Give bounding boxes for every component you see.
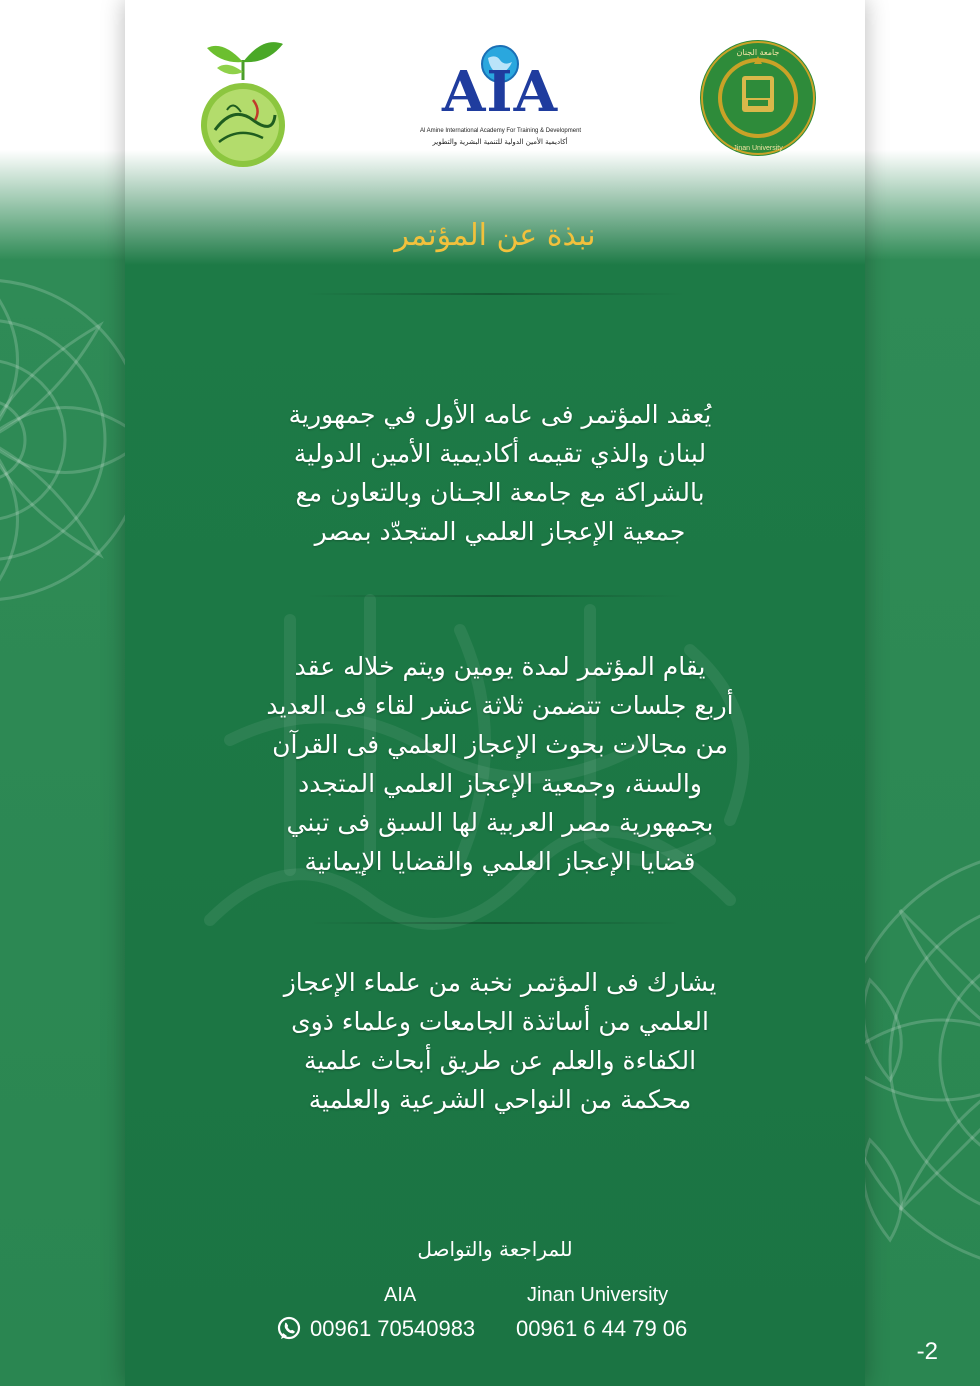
jinan-phone-number[interactable]: 00961 6 44 79 06 — [516, 1316, 688, 1341]
heading-divider — [305, 293, 685, 295]
aia-logo-subtitle-en: Al Amine International Academy For Training & Development — [420, 128, 582, 134]
aia-logo-subtitle-ar: أكاديمية الأمين الدولية للتنمية البشرية والتطوير — [432, 138, 568, 146]
paragraph-line: لبنان والذي تقيمه أكاديمية الأمين الدولية — [293, 439, 707, 468]
jinan-university-logo — [698, 38, 818, 158]
paragraph-line: بالشراكة مع جامعة الجـنان وبالتعاون مع — [295, 478, 705, 507]
aia-phone-number[interactable]: 00961 70540983 — [310, 1316, 476, 1341]
paragraph-line: بجمهورية مصر العربية لها السبق فى تبني — [286, 808, 714, 837]
section-divider-1 — [305, 595, 685, 597]
paragraph-line: العلمي من أساتذة الجامعات وعلماء ذوى — [291, 1007, 709, 1036]
paragraph-line: جمعية الإعجاز العلمي المتجدّد بمصر — [314, 517, 686, 546]
jinan-logo-arabic-text: جامعة الجنان — [736, 48, 780, 57]
paragraph-conference-intro — [210, 395, 790, 551]
right-background — [855, 0, 980, 1386]
paragraph-line: من مجالات بحوث الإعجاز العلمي فى القرآن — [272, 730, 728, 759]
paragraph-line: قضايا الإعجاز العلمي والقضايا الإيمانية — [304, 847, 696, 876]
page-number: -2 — [916, 1338, 938, 1365]
paragraph-line: محكمة من النواحي الشرعية والعلمية — [308, 1085, 692, 1114]
aia-logo-title: AIA — [441, 59, 559, 125]
paragraph-conference-schedule — [210, 647, 790, 881]
aia-contact-label: AIA — [384, 1284, 417, 1306]
section-divider-2 — [305, 922, 685, 924]
page-heading: نبذة عن المؤتمر — [394, 218, 596, 253]
paragraph-conference-participants — [210, 963, 790, 1119]
paragraph-line: أربع جلسات تتضمن ثلاثة عشر لقاء فى العديد — [266, 691, 734, 720]
paragraph-line: الكفاءة والعلم عن طريق أبحاث علمية — [303, 1046, 697, 1075]
whatsapp-icon — [276, 1316, 302, 1342]
paragraph-line: يشارك فى المؤتمر نخبة من علماء الإعجاز — [283, 968, 717, 997]
left-background — [0, 0, 125, 1386]
paragraph-line: والسنة، وجمعية الإعجاز العلمي المتجدد — [298, 769, 702, 798]
left-society-logo — [193, 30, 293, 170]
paragraph-line: يُعقد المؤتمر فى عامه الأول في جمهورية — [288, 400, 712, 429]
paragraph-line: يقام المؤتمر لمدة يومين ويتم خلاله عقد — [294, 652, 706, 681]
aia-logo — [420, 40, 580, 160]
contact-heading: للمراجعة والتواصل — [417, 1237, 573, 1261]
jinan-logo-english-text: Jinan University — [733, 145, 783, 152]
jinan-contact-label: Jinan University — [527, 1284, 669, 1306]
